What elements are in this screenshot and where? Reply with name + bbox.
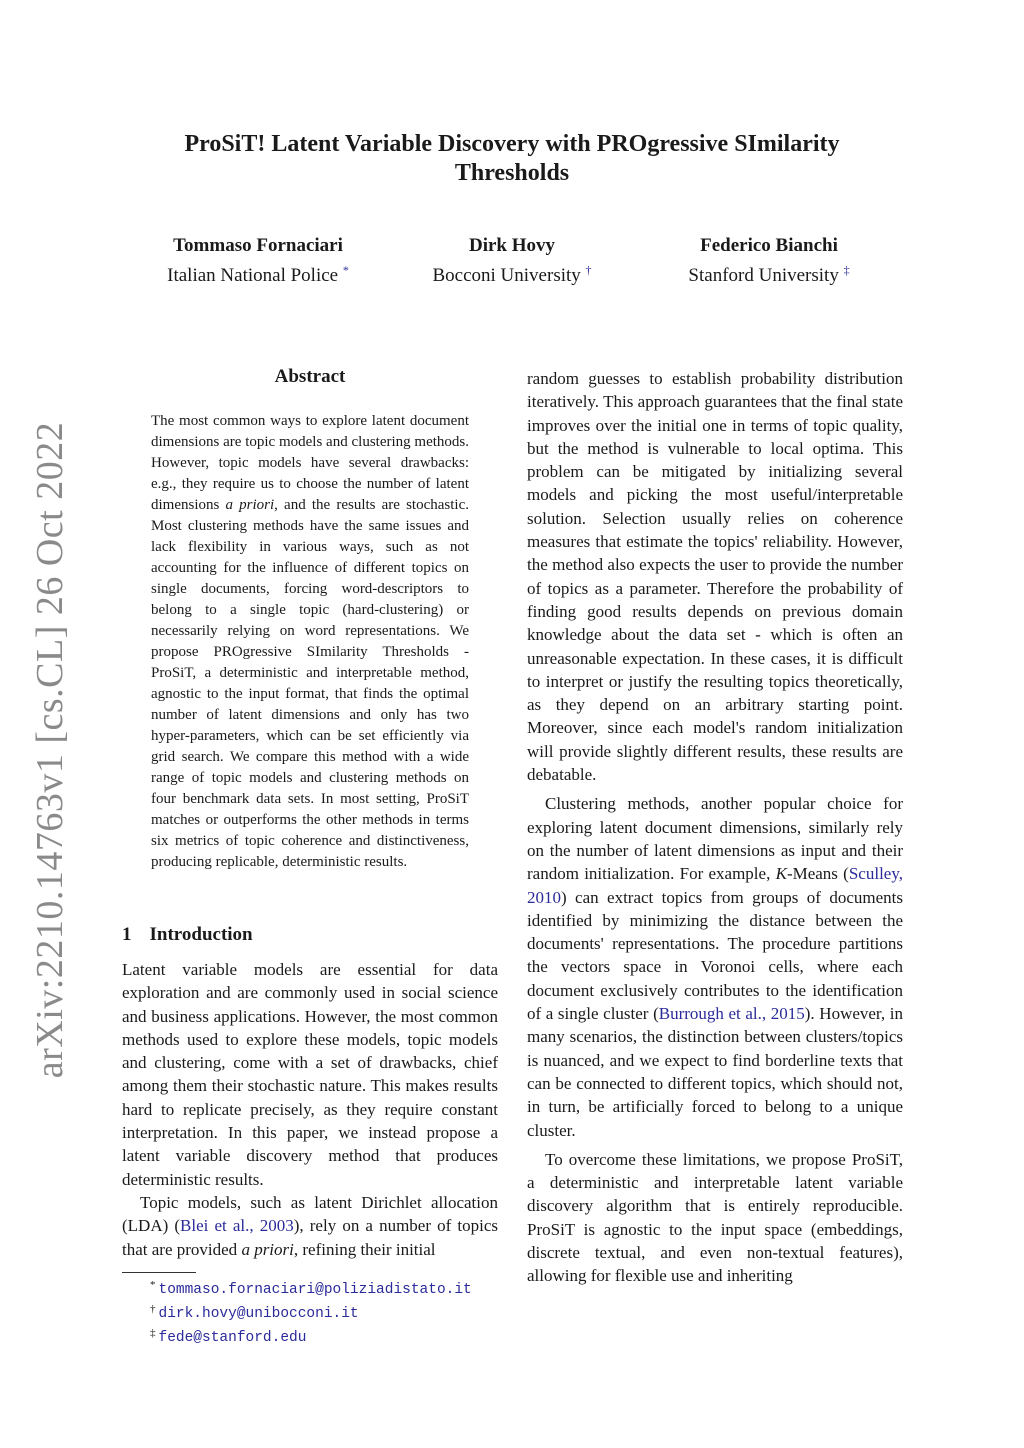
paragraph: Topic models, such as latent Dirichlet allocation (LDA) (Blei et al., 2003), rely on a number of topics that are provided a priori, refining their initial bbox=[122, 1192, 499, 1259]
author-affiliation: Bocconi University † bbox=[432, 263, 592, 286]
email-link[interactable]: tommaso.fornaciari@poliziadistato.it bbox=[158, 1282, 472, 1298]
citation-link[interactable]: Sculley, 2010 bbox=[527, 864, 903, 907]
right-column bbox=[527, 367, 903, 1288]
section-heading: 1 Introduction bbox=[122, 924, 253, 945]
author-affiliation: Stanford University ‡ bbox=[688, 263, 850, 286]
footnotes bbox=[150, 1276, 472, 1348]
left-column bbox=[122, 958, 498, 1261]
email-link[interactable]: dirk.hovy@unibocconi.it bbox=[158, 1306, 359, 1322]
author-block bbox=[128, 233, 388, 288]
author-block bbox=[639, 233, 899, 288]
footnote-mark: ‡ bbox=[843, 263, 850, 277]
footnote: * tommaso.fornaciari@poliziadistato.it bbox=[150, 1279, 472, 1298]
arxiv-identifier: arXiv:2210.14763v1 [cs.CL] 26 Oct 2022 bbox=[29, 421, 71, 1079]
footnote: ‡ fede@stanford.edu bbox=[150, 1327, 307, 1346]
footnote-divider bbox=[122, 1272, 196, 1273]
abstract-text: The most common ways to explore latent document dimensions are topic models and clustering methods. However, topic models have several drawbacks: e.g., they require us to choose the number of latent dimensions a priori, and the results are stochastic. Most clustering methods have the same issues and lack flexibility in various ways, such as not accounting for the influence of different topics on single documents, forcing word-descriptors to belong to a single topic (hard-clustering) or necessarily relying on word representations. We propose PROgressive SImilarity Thresholds - ProSiT, a deterministic and interpretable method, agnostic to the input format, that finds the optimal number of latent dimensions and only has two hyper-parameters, which can be set efficiently via grid search. We compare this method with a wide range of topic models and clustering methods on four benchmark data sets. In most setting, ProSiT matches or outperforms the other methods in terms six metrics of topic coherence and distinctiveness, producing replicable, deterministic results. bbox=[151, 413, 469, 870]
paragraph: random guesses to establish probability distribution iteratively. This approach guarantees that the final state improves over the initial one in terms of topic quality, but the method is vulnerable to local optima. This problem can be mitigated by initializing several models and picking the most useful/interpretable solution. Selection usually relies on coherence measures that estimate the topics' reliability. However, the method also expects the user to provide the number of topics as a parameter. Therefore the probability of finding good results depends on previous domain knowledge about the data set - which is often an unreasonable expectation. In these cases, it is difficult to interpret or justify the resulting topics theoretically, as they depend on an arbitrary starting point. Moreover, since each model's random initialization will provide slightly different results, these results are debatable. bbox=[527, 369, 903, 785]
citation-link[interactable]: Burrough et al., 2015 bbox=[658, 1004, 805, 1024]
author-name: Dirk Hovy bbox=[468, 235, 556, 256]
footnote-mark: * bbox=[342, 263, 349, 277]
footnote: † dirk.hovy@unibocconi.it bbox=[150, 1303, 359, 1322]
paper-title: ProSiT! Latent Variable Discovery with PROgressive SImilarity Thresholds bbox=[184, 131, 840, 186]
author-name: Federico Bianchi bbox=[700, 235, 838, 256]
paragraph: To overcome these limitations, we propose ProSiT, a deterministic and interpretable latent variable discovery algorithm that is entirely reproducible. ProSiT is agnostic to the input space (embeddings, discrete textual, and even non-textual features), allowing for flexible use and inheriting bbox=[527, 1149, 903, 1286]
footnote-mark: † bbox=[585, 263, 592, 277]
paragraph: Latent variable models are essential for data exploration and are commonly used in social science and business applications. However, the most common methods used to explore these models, topic models and clustering, come with a set of drawbacks, chief among them their stochastic nature. This makes results hard to replicate precisely, as they require constant interpretation. In this paper, we instead propose a latent variable discovery method that produces deterministic results. bbox=[122, 960, 498, 1189]
author-affiliation: Italian National Police * bbox=[167, 263, 349, 286]
paragraph: Clustering methods, another popular choice for exploring latent document dimensions, similarly rely on the number of latent dimensions as input and their random initialization. For example, K-Means (Sculley, 2010) can extract topics from groups of documents identified by minimizing the distance between the documents' representations. The procedure partitions the vectors space in Voronoi cells, where each document exclusively contributes to the identification of a single cluster (Burrough et al., 2015). However, in many scenarios, the distinction between clusters/topics is nuanced, and we expect to find borderline texts that can be connected to different topics, which should not, in turn, be artificially forced to belong to a unique cluster. bbox=[527, 794, 903, 1140]
email-link[interactable]: fede@stanford.edu bbox=[158, 1330, 307, 1346]
abstract-heading: Abstract bbox=[274, 366, 346, 387]
author-block bbox=[382, 233, 642, 288]
citation-link[interactable]: Blei et al., 2003 bbox=[180, 1216, 294, 1236]
author-name: Tommaso Fornaciari bbox=[173, 235, 343, 256]
